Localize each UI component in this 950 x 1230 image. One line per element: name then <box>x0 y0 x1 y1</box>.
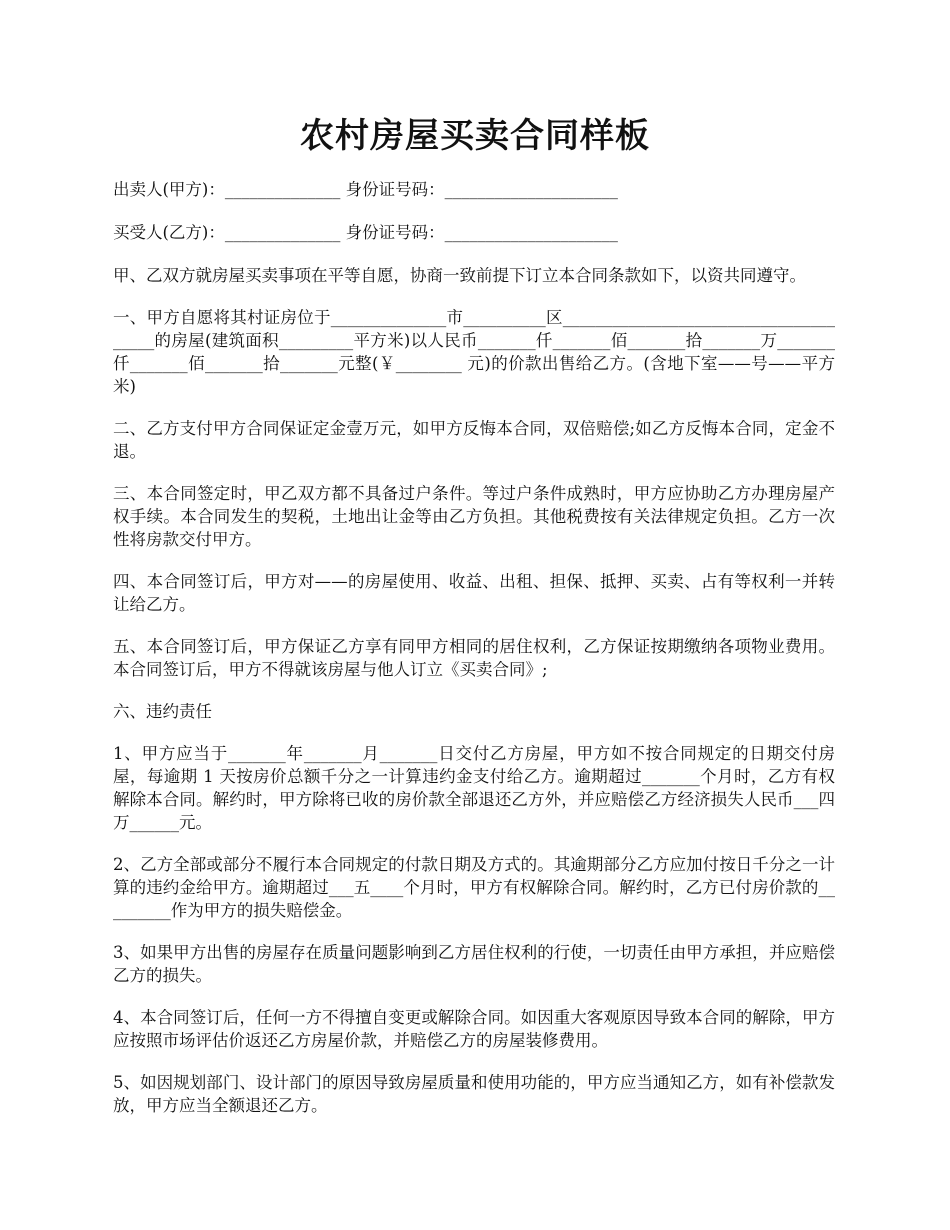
buyer-line: 买受人(乙方)：______________ 身份证号码：_____________________ <box>113 223 618 242</box>
liability-item-3: 3、如果甲方出售的房屋存在质量问题影响到乙方居住权利的行使，一切责任由甲方承担，并应赔偿乙方的损失。 <box>113 943 835 985</box>
document-title: 农村房屋买卖合同样板 <box>300 116 650 156</box>
liability-item-1: 1、甲方应当于_______年_______月_______日交付乙方房屋，甲方如不按合同规定的日期交付房屋，每逾期 1 天按房价总额千分之一计算违约金支付给乙方。逾期超过_______个月时，乙方有权解除本合同。解约时，甲方除将已收的房价款全部退还乙方外，并应赔偿乙方经济损失人民币___四万______元。 <box>113 744 835 832</box>
document-body <box>113 178 835 1136</box>
liability-item-4: 4、本合同签订后，任何一方不得擅自变更或解除合同。如因重大客观原因导致本合同的解除，甲方应按照市场评估价返还乙方房屋价款，并赔偿乙方的房屋装修费用。 <box>113 1008 835 1050</box>
clause-5-paragraph: 五、本合同签订后，甲方保证乙方享有同甲方相同的居住权利，乙方保证按期缴纳各项物业费用。本合同签订后，甲方不得就该房屋与他人订立《买卖合同》; <box>113 637 835 679</box>
liability-item-5: 5、如因规划部门、设计部门的原因导致房屋质量和使用功能的，甲方应当通知乙方，如有补偿款发放，甲方应当全额退还乙方。 <box>113 1073 835 1115</box>
clause-1-paragraph: 一、甲方自愿将其村证房位于______________市__________区______________________________________的房屋(建筑面积_________平方米)以人民币_______仟_______佰_______拾_______万_______仟_______佰_______拾_______元整(￥________ 元)的价款出售给乙方。(含地下室——号——平方米) <box>113 308 835 396</box>
seller-line: 出卖人(甲方)：______________ 身份证号码：_____________________ <box>113 180 618 199</box>
liability-item-2: 2、乙方全部或部分不履行本合同规定的付款日期及方式的。其逾期部分乙方应加付按日千分之一计算的违约金给甲方。逾期超过___五____个月时，甲方有权解除合同。解约时，乙方已付房价款的_________作为甲方的损失赔偿金。 <box>113 855 835 920</box>
clause-6-heading: 六、违约责任 <box>113 702 212 721</box>
clause-3-paragraph: 三、本合同签定时，甲乙双方都不具备过户条件。等过户条件成熟时，甲方应协助乙方办理房屋产权手续。本合同发生的契税，土地出让金等由乙方负担。其他税费按有关法律规定负担。乙方一次性将房款交付甲方。 <box>113 484 835 549</box>
clause-4-paragraph: 四、本合同签订后，甲方对——的房屋使用、收益、出租、担保、抵押、买卖、占有等权利一并转让给乙方。 <box>113 572 835 614</box>
clause-2-paragraph: 二、乙方支付甲方合同保证定金壹万元，如甲方反悔本合同，双倍赔偿;如乙方反悔本合同，定金不退。 <box>113 419 835 461</box>
preamble-paragraph: 甲、乙双方就房屋买卖事项在平等自愿，协商一致前提下订立本合同条款如下，以资共同遵守。 <box>113 266 806 285</box>
